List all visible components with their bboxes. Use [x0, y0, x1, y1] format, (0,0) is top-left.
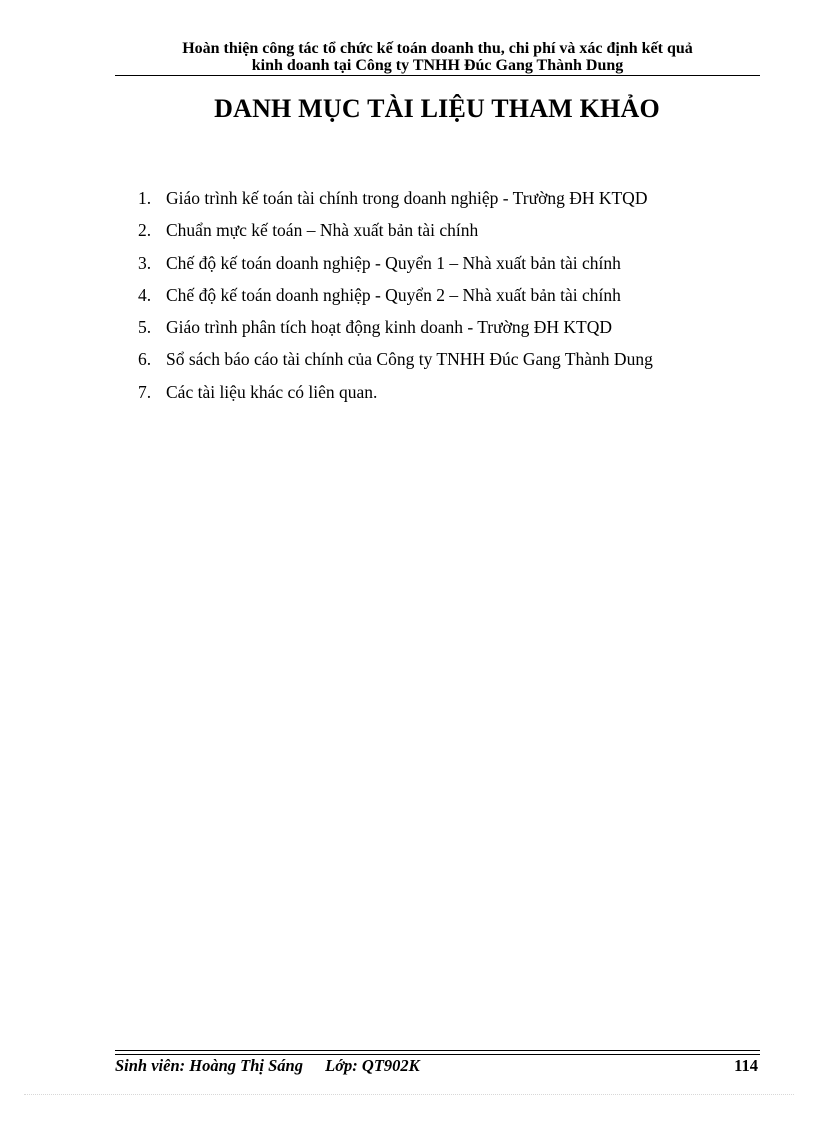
item-text: Chế độ kế toán doanh nghiệp - Quyển 1 – Nhà xuất bản tài chính: [166, 252, 621, 273]
item-text: Giáo trình kế toán tài chính trong doanh nghiệp - Trường ĐH KTQD: [166, 188, 648, 208]
reference-list: [138, 185, 653, 411]
item-text: Chuẩn mực kế toán – Nhà xuất bản tài chính: [166, 220, 479, 241]
list-item: [138, 250, 653, 282]
item-number: 6.: [138, 349, 152, 370]
list-item: [138, 282, 653, 314]
page-edge-divider: [24, 1094, 794, 1095]
header-divider: [115, 75, 760, 76]
item-text: Các tài liệu khác có liên quan.: [166, 381, 378, 402]
list-item: [138, 314, 653, 346]
class-code: Lớp: QT902K: [325, 1056, 420, 1075]
item-number: 3.: [138, 252, 152, 273]
student-name: Sinh viên: Hoàng Thị Sáng: [115, 1056, 303, 1075]
page-number: 114: [734, 1056, 758, 1075]
running-footer: [115, 1055, 760, 1077]
list-item: [138, 217, 653, 249]
list-item: [138, 346, 653, 378]
running-header: [115, 40, 760, 74]
list-item: [138, 379, 653, 411]
item-number: 1.: [138, 188, 152, 208]
page-title: DANH MỤC TÀI LIỆU THAM KHẢO: [214, 94, 660, 123]
item-text: Sổ sách báo cáo tài chính của Công ty TNHH Đúc Gang Thành Dung: [166, 349, 653, 370]
item-number: 5.: [138, 317, 152, 338]
item-number: 7.: [138, 381, 152, 402]
item-text: Chế độ kế toán doanh nghiệp - Quyển 2 – Nhà xuất bản tài chính: [166, 284, 621, 305]
footer-divider-thick: [115, 1050, 760, 1051]
item-number: 2.: [138, 220, 152, 241]
item-text: Giáo trình phân tích hoạt động kinh doanh - Trường ĐH KTQD: [166, 317, 612, 338]
list-item: [138, 185, 653, 217]
header-line-1: Hoàn thiện công tác tổ chức kế toán doanh thu, chi phí và xác định kết quả: [182, 40, 693, 57]
item-number: 4.: [138, 284, 152, 305]
header-line-2: kinh doanh tại Công ty TNHH Đúc Gang Thành Dung: [251, 57, 624, 74]
